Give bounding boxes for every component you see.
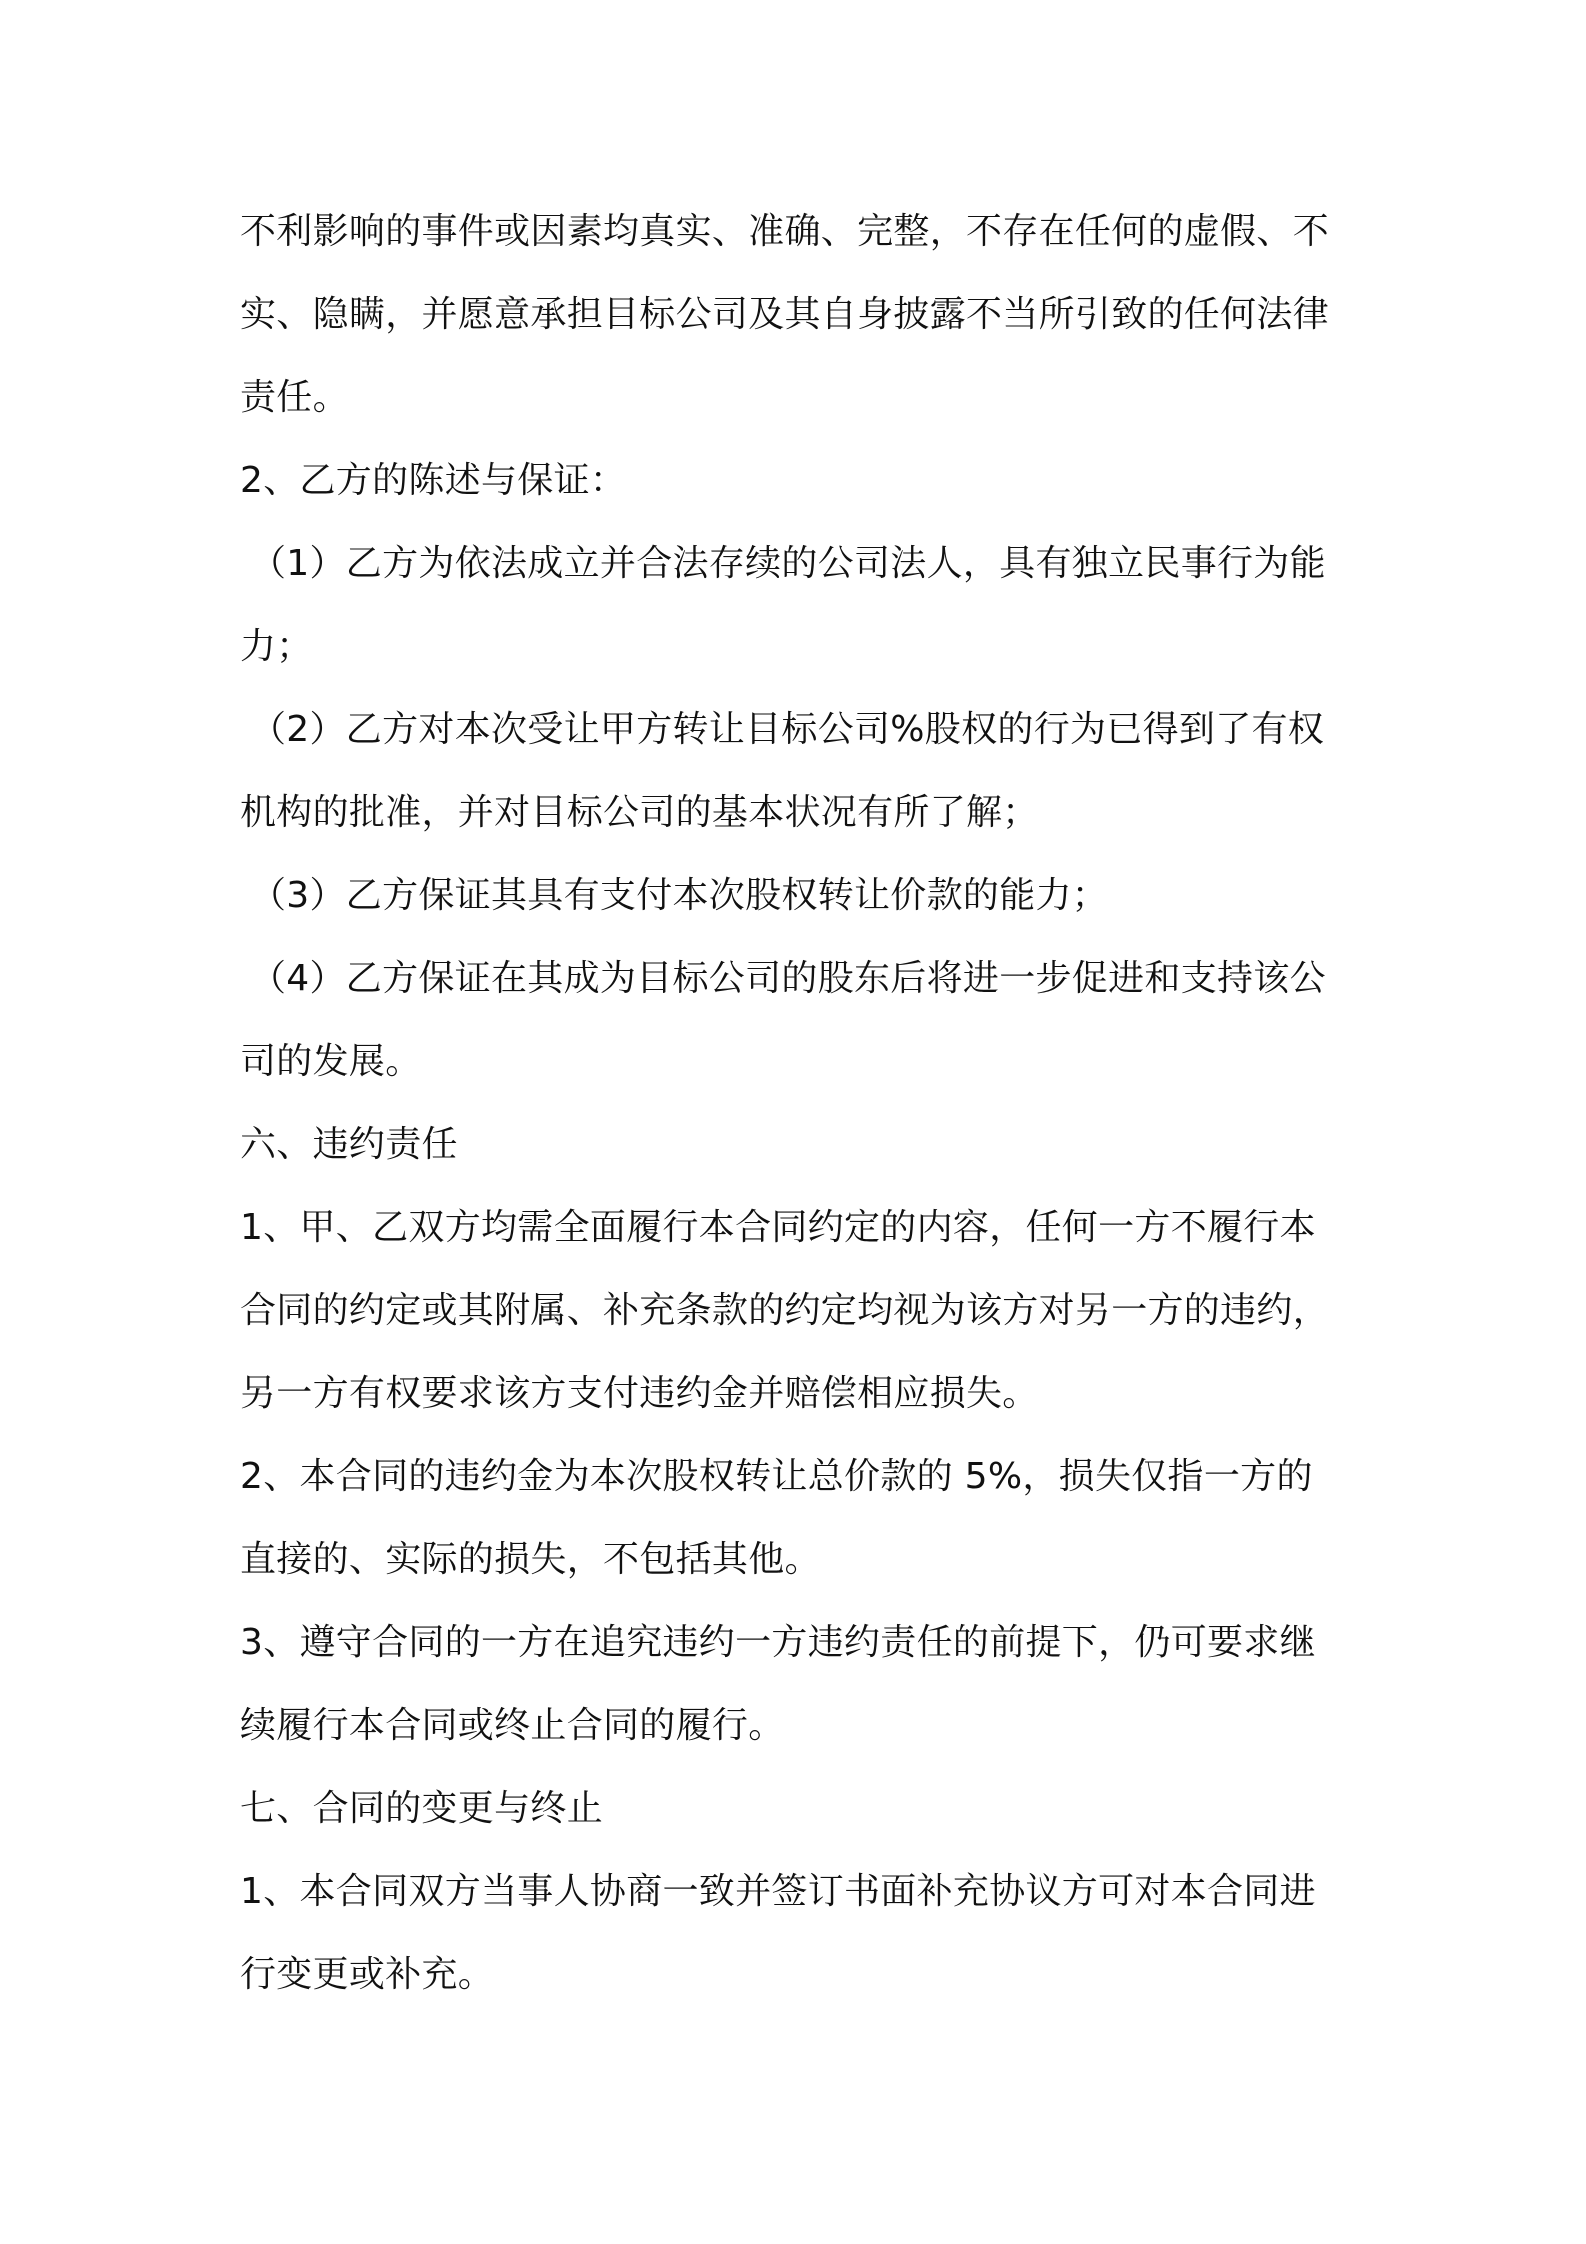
text-line: 实、隐瞒，并愿意承担目标公司及其自身披露不当所引致的任何法律 bbox=[240, 294, 1330, 335]
list-item: （1）乙方为依法成立并合法存续的公司法人，具有独立民事行为能 bbox=[250, 543, 1326, 584]
list-item: （2）乙方对本次受让甲方转让目标公司%股权的行为已得到了有权 bbox=[250, 709, 1325, 750]
text-line: 不利影响的事件或因素均真实、准确、完整，不存在任何的虚假、不 bbox=[240, 211, 1330, 252]
section-heading-breach-liability: 六、违约责任 bbox=[240, 1124, 458, 1165]
text-line: 行变更或补充。 bbox=[240, 1954, 495, 1995]
text-line: 1、本合同双方当事人协商一致并签订书面补充协议方可对本合同进 bbox=[240, 1871, 1316, 1912]
text-line: 续履行本合同或终止合同的履行。 bbox=[240, 1705, 785, 1746]
text-line: 直接的、实际的损失，不包括其他。 bbox=[240, 1539, 821, 1580]
text-line: 责任。 bbox=[240, 377, 349, 418]
text-line: 1、甲、乙双方均需全面履行本合同约定的内容，任何一方不履行本 bbox=[240, 1207, 1316, 1248]
text-line: 力； bbox=[240, 626, 313, 667]
text-line: 2、本合同的违约金为本次股权转让总价款的 5%，损失仅指一方的 bbox=[240, 1456, 1313, 1497]
text-line: 机构的批准，并对目标公司的基本状况有所了解； bbox=[240, 792, 1039, 833]
list-item: （3）乙方保证其具有支付本次股权转让价款的能力； bbox=[250, 875, 1109, 916]
list-item: （4）乙方保证在其成为目标公司的股东后将进一步促进和支持该公 bbox=[250, 958, 1326, 999]
text-line: 3、遵守合同的一方在追究违约一方违约责任的前提下，仍可要求继 bbox=[240, 1622, 1316, 1663]
text-line: 另一方有权要求该方支付违约金并赔偿相应损失。 bbox=[240, 1373, 1039, 1414]
document-body bbox=[240, 190, 1355, 2016]
section-heading-party-b-warranties: 2、乙方的陈述与保证： bbox=[240, 460, 627, 501]
section-heading-contract-modification: 七、合同的变更与终止 bbox=[240, 1788, 604, 1829]
text-line: 司的发展。 bbox=[240, 1041, 422, 1082]
text-line: 合同的约定或其附属、补充条款的约定均视为该方对另一方的违约， bbox=[240, 1290, 1330, 1331]
